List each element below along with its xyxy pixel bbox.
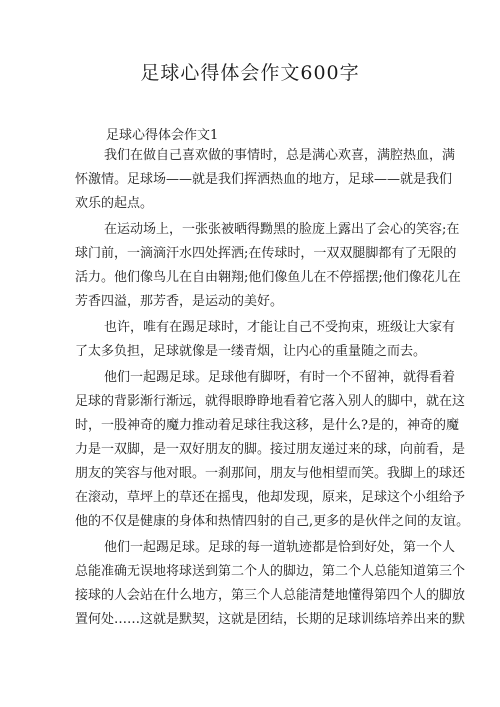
paragraph-line: 了太多负担，足球就像是一缕青烟，让内心的重量随之而去。 bbox=[75, 344, 427, 359]
paragraph-line: 他的不仅是健康的身体和热情四射的自己,更多的是伙伴之间的友谊。 bbox=[75, 514, 470, 529]
paragraph-line: 时，一股神奇的魔力推动着足球往我这移，是什么?是的，神奇的魔 bbox=[75, 418, 459, 433]
paragraph-line: 欢乐的起点。 bbox=[75, 196, 154, 211]
paragraph-line: 他们一起踢足球。足球的每一道轨迹都是恰到好处，第一个人 bbox=[104, 540, 456, 555]
paragraph-line: 置何处……这就是默契，这就是团结，长期的足球训练培养出来的默 bbox=[75, 612, 466, 627]
paragraph-line: 力是一双脚，是一双好朋友的脚。接过朋友递过来的球，向前看，是 bbox=[75, 442, 466, 457]
paragraph-line: 怀激情。足球场——就是我们挥洒热血的地方，足球——就是我们 bbox=[75, 172, 453, 187]
essay-subtitle: 足球心得体会作文1 bbox=[106, 128, 219, 143]
paragraph-line: 他们一起踢足球。足球他有脚呀，有时一个不留神，就得看着 bbox=[104, 370, 456, 385]
paragraph-line: 也许，唯有在踢足球时，才能让自己不受拘束，班级让大家有 bbox=[104, 320, 456, 335]
paragraph-line: 在滚动，草坪上的草还在摇曳，他却发现，原来，足球这个小组给予 bbox=[75, 490, 466, 505]
paragraph-line: 朋友的笑容与他对眼。一刹那间，朋友与他相望而笑。我脚上的球还 bbox=[75, 466, 466, 481]
paragraph-line: 球门前，一滴滴汗水四处挥洒;在传球时，一双双腿脚都有了无限的 bbox=[75, 246, 457, 261]
paragraph-line: 在运动场上，一张张被晒得黝黑的脸庞上露出了会心的笑容;在 bbox=[104, 222, 460, 237]
paragraph-line: 我们在做自己喜欢做的事情时，总是满心欢喜，满腔热血，满 bbox=[104, 148, 456, 163]
paragraph-line: 芳香四溢，那芳香，是运动的美好。 bbox=[75, 294, 284, 309]
paragraph-line: 足球的背影渐行渐远，就得眼睁睁地看着它落入别人的脚中，就在这 bbox=[75, 394, 466, 409]
paragraph-line: 接球的人会站在什么地方，第三个人总能清楚地懂得第四个人的脚放 bbox=[75, 588, 466, 603]
paragraph-line: 总能准确无误地将球送到第二个人的脚边，第二个人总能知道第三个 bbox=[75, 564, 466, 579]
paragraph-line: 活力。他们像鸟儿在自由翱翔;他们像鱼儿在不停摇摆;他们像花儿在 bbox=[75, 270, 461, 285]
document-title: 足球心得体会作文600字 bbox=[140, 62, 360, 84]
